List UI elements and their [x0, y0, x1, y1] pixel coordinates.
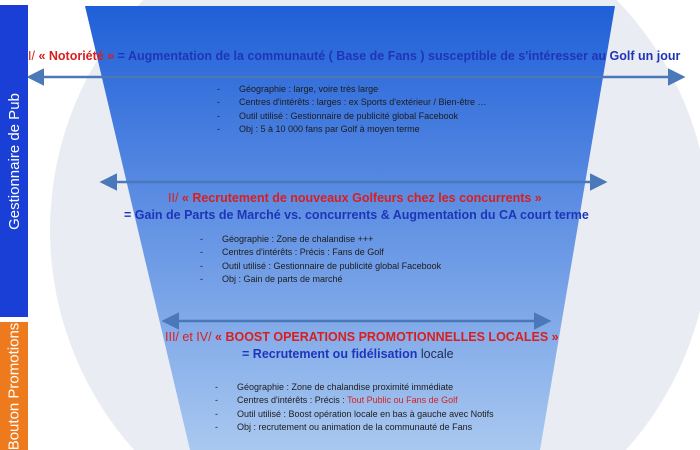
stage-2-title: « Recrutement de nouveaux Golfeurs chez les concurrents »	[181, 191, 542, 205]
list-item: - Géographie : Zone de chalandise proximité immédiate	[215, 381, 494, 394]
list-item: - Outil utilisé : Boost opération locale en bas à gauche avec Notifs	[215, 408, 494, 421]
list-item: - Centres d'intérêts : Précis : Fans de Golf	[200, 246, 441, 259]
stage-1-heading	[28, 49, 680, 63]
stage-3-subtitle-eq: =	[242, 347, 250, 361]
stage-3-heading	[165, 330, 559, 344]
stage-3-subtitle-bold: Recrutement ou fidélisation	[252, 347, 418, 361]
stage-1-bullets	[217, 83, 487, 137]
sidebar-label-top: Gestionnaire de Pub	[5, 92, 23, 230]
sidebar-promotions-button	[0, 322, 28, 450]
list-item-highlight: Tout Public ou Fans de Golf	[347, 395, 458, 406]
stage-1-title: « Notoriété »	[38, 49, 115, 63]
list-item	[215, 394, 494, 407]
list-item: - Outil utilisé : Gestionnaire de publicité global Facebook	[217, 110, 487, 123]
list-item: - Obj : Gain de parts de marché	[200, 273, 441, 286]
stage-3-bullets	[215, 381, 494, 435]
stage-1-prefix: I/	[28, 49, 35, 63]
list-item-text: Centres d'intérêts : Précis :	[237, 395, 345, 406]
stage-2-subtitle: = Gain de Parts de Marché vs. concurrents & Augmentation du CA court terme	[124, 208, 589, 222]
list-item: - Géographie : Zone de chalandise +++	[200, 233, 441, 246]
list-item: - Obj : 5 à 10 000 fans par Golf à moyen terme	[217, 123, 487, 136]
stage-2-bullets	[200, 233, 441, 287]
stage-3-title: « BOOST OPERATIONS PROMOTIONNELLES LOCALES »	[215, 330, 559, 344]
sidebar-ad-manager	[0, 5, 28, 317]
stage-3-subtitle-normal: locale	[420, 347, 454, 361]
stage-3-prefix: III/ et IV/	[165, 330, 212, 344]
list-item: - Géographie : large, voire très large	[217, 83, 487, 96]
stage-3-subtitle	[242, 347, 454, 361]
stage-1-subtitle: = Augmentation de la communauté ( Base de Fans ) susceptible de s'intéresser au Golf un jour	[117, 49, 681, 63]
stage-2-heading	[168, 191, 542, 205]
list-item: - Centres d'intérêts : larges : ex Sports d'extérieur / Bien-être …	[217, 96, 487, 109]
list-item: - Obj : recrutement ou animation de la communauté de Fans	[215, 421, 494, 434]
list-item: - Outil utilisé : Gestionnaire de publicité global Facebook	[200, 260, 441, 273]
stage-2-prefix: II/	[168, 191, 179, 205]
sidebar-label-bottom: Bouton Promotions	[5, 322, 23, 450]
